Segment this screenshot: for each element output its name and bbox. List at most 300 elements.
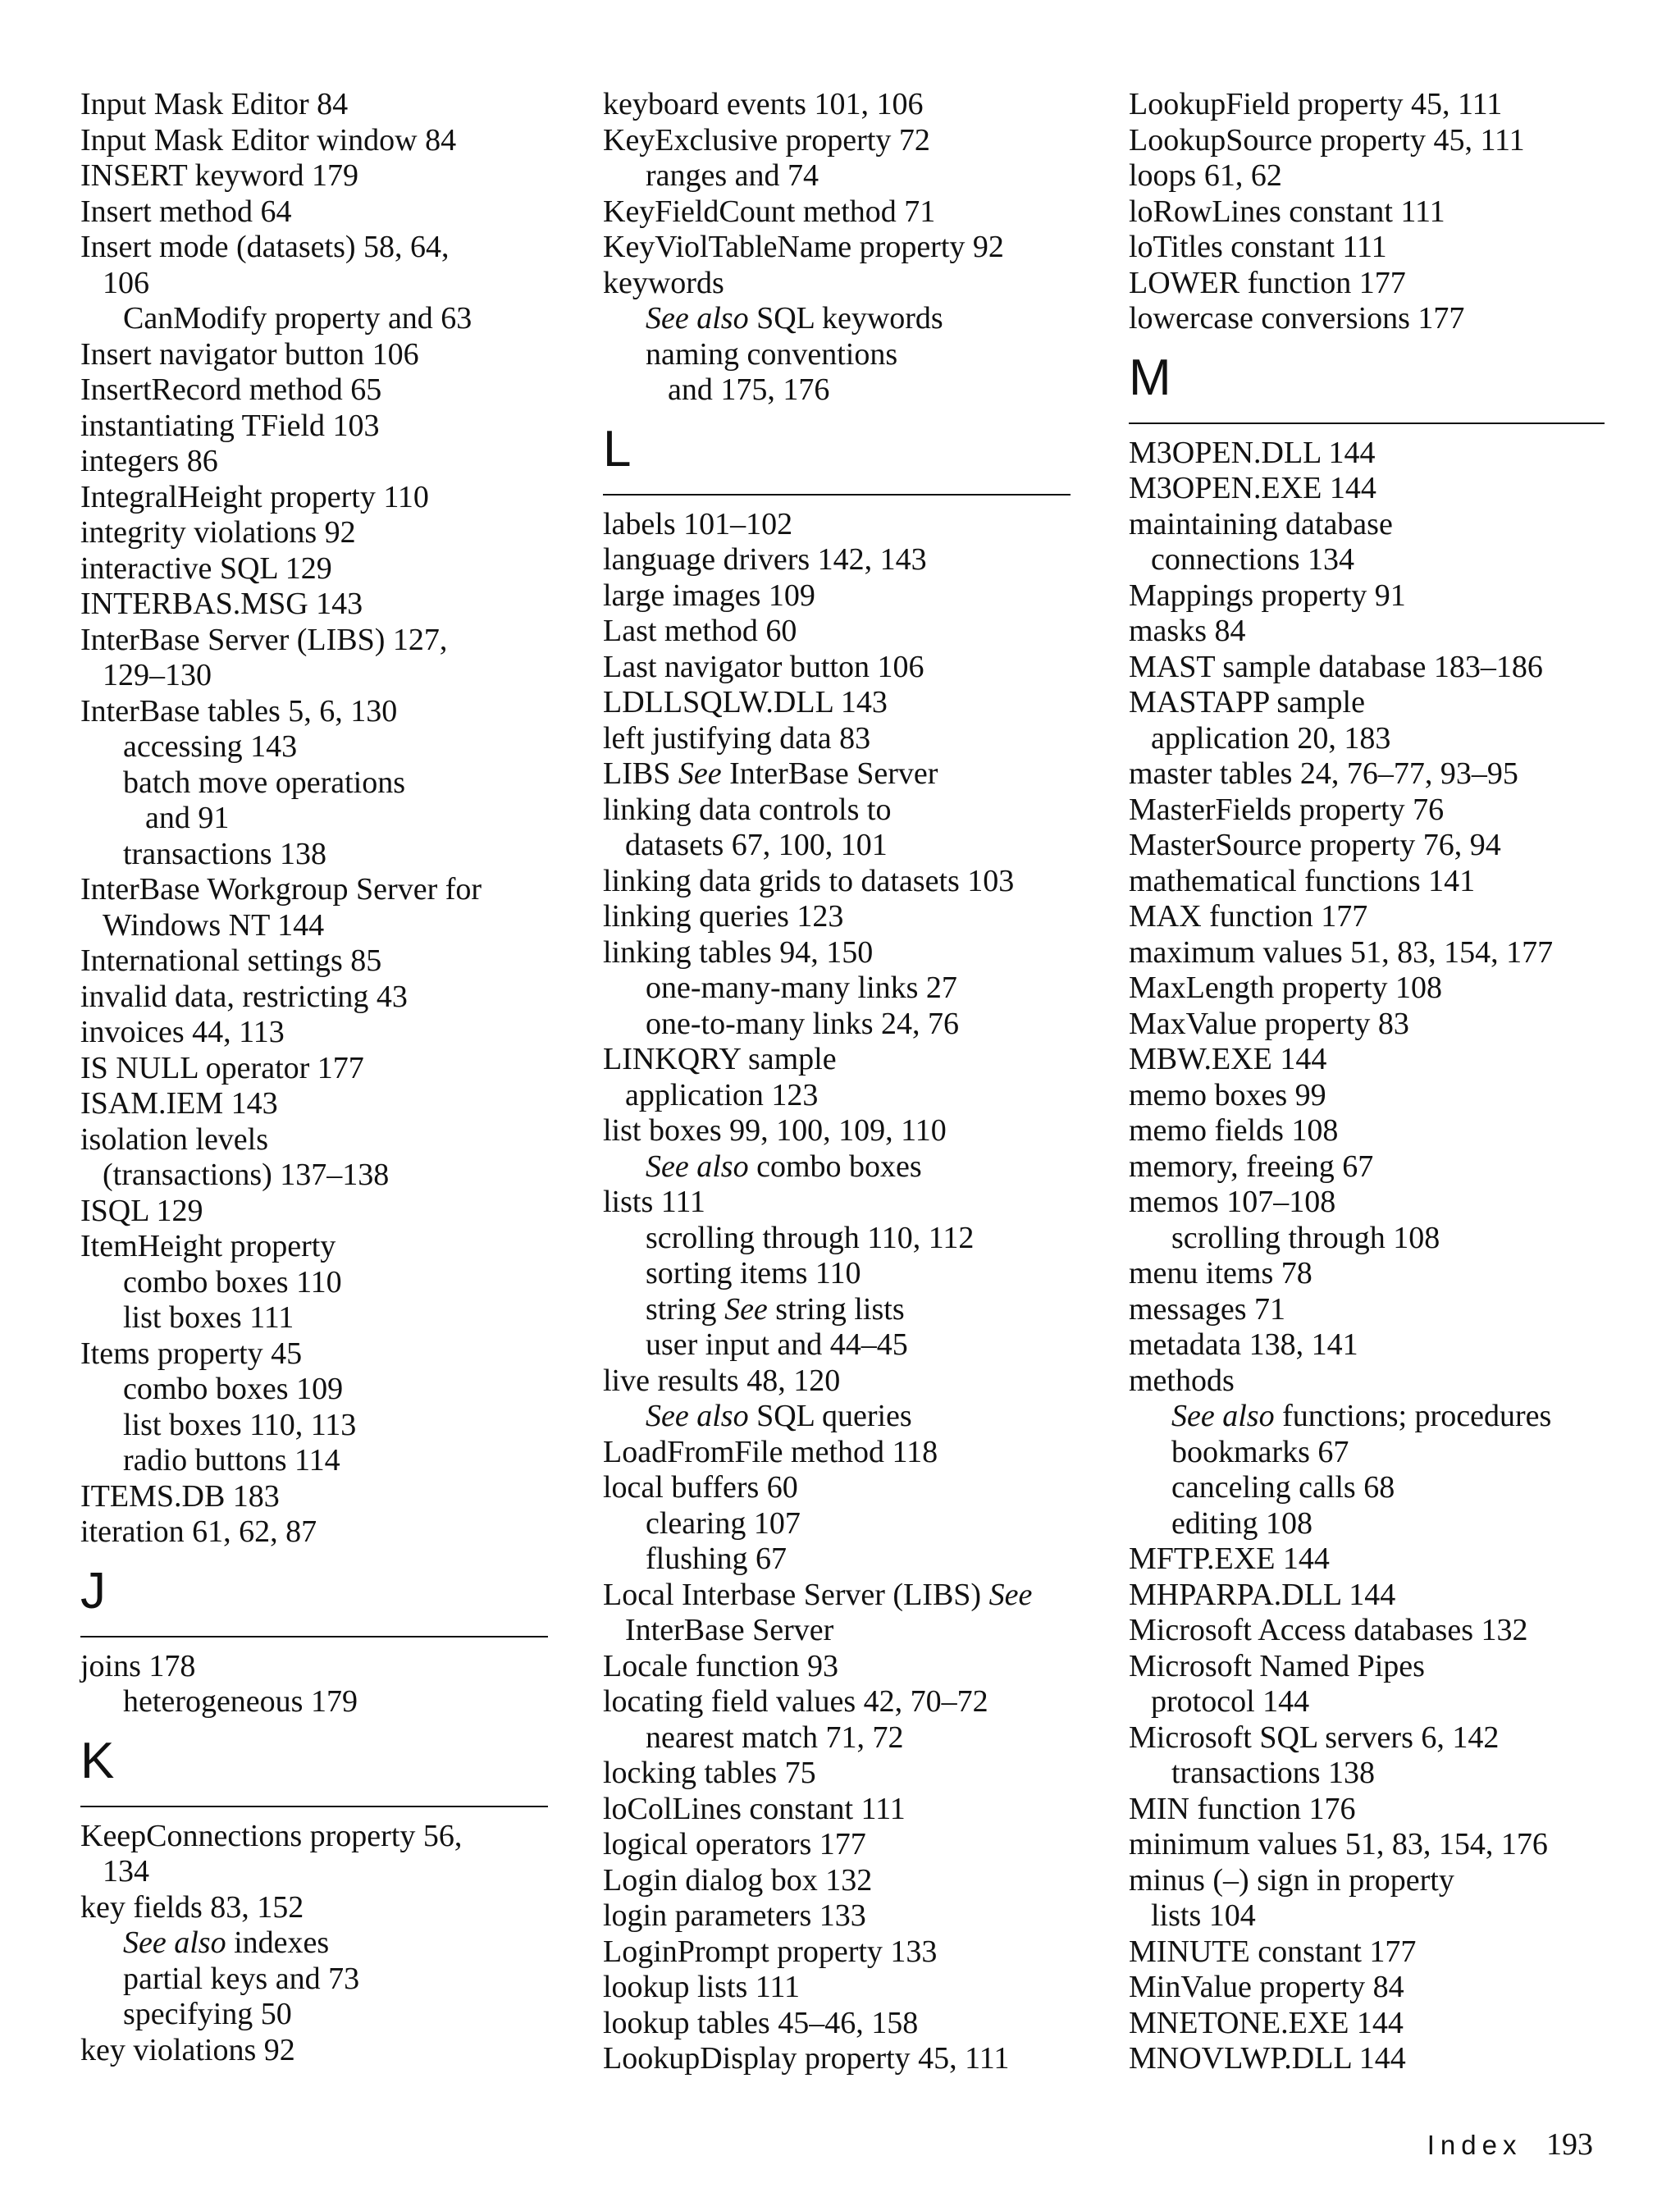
cross-reference-label: See [724,1291,776,1327]
index-entry-continuation [1129,1684,1605,1720]
index-entry [80,87,548,123]
index-entry [603,1363,1071,1400]
index-entry [1129,301,1605,337]
index-entry [603,935,1071,971]
index-entry [1129,123,1605,159]
cross-reference-label: See [678,756,730,791]
entry-text: linking data grids to datasets 103 [603,863,1015,898]
index-entry [1129,1720,1605,1756]
section-letter: L [603,420,632,477]
index-entry [603,685,1071,721]
entry-text: transactions 138 [1171,1756,1376,1790]
index-entry [603,1042,1071,1078]
entry-text: datasets 67, 100, 101 [625,828,888,862]
entry-text: Microsoft Named Pipes [1129,1648,1425,1683]
cross-reference-label: See also [646,301,757,336]
entry-text: nearest match 71, 72 [646,1720,904,1755]
entry-text: list boxes 99, 100, 109, 110 [603,1113,947,1148]
footer-label: Index [1427,2130,1522,2160]
index-entry [80,230,548,266]
index-subentry [603,372,1071,409]
entry-text: MHPARPA.DLL 144 [1129,1577,1396,1612]
index-entry [1129,87,1605,123]
entry-text: scrolling through 110, 112 [646,1220,975,1255]
entry-text: LookupSource property 45, 111 [1129,122,1525,158]
index-entry [80,1819,548,1855]
index-entry [80,158,548,194]
entry-text: InterBase tables 5, 6, 130 [80,693,398,729]
entry-text: ISQL 129 [80,1193,203,1228]
entry-text: lowercase conversions 177 [1129,301,1465,336]
index-entry [1129,792,1605,829]
index-entry [603,1970,1071,2006]
entry-text: memo fields 108 [1129,1113,1339,1148]
entry-text: SQL queries [756,1399,912,1433]
entry-text: LoginPrompt property 133 [603,1934,938,1969]
entry-text: integrity violations 92 [80,515,356,550]
entry-text: specifying 50 [123,1997,292,2031]
entry-text: memory, freeing 67 [1129,1149,1374,1184]
index-entry [603,507,1071,543]
index-entry [1129,971,1605,1007]
index-subentry [80,729,548,765]
index-entry [80,194,548,231]
entry-text: loRowLines constant 111 [1129,194,1445,229]
index-entry [603,1470,1071,1506]
entry-text: master tables 24, 76–77, 93–95 [1129,756,1518,791]
entry-text: (transactions) 137–138 [103,1158,390,1192]
entry-text: functions; procedures [1282,1399,1552,1433]
entry-text: linking tables 94, 150 [603,934,874,970]
index-subentry [603,1256,1071,1292]
entry-text: M3OPEN.DLL 144 [1129,435,1376,470]
index-entry [603,1863,1071,1899]
entry-text: partial keys and 73 [123,1961,360,1996]
entry-text: list boxes 110, 113 [123,1407,357,1442]
entry-text: methods [1129,1363,1235,1398]
index-column-2 [603,87,1071,2077]
entry-text: ranges and 74 [646,158,819,193]
index-entry [80,372,548,409]
index-entry [80,444,548,480]
index-entry [603,1185,1071,1221]
entry-text: accessing 143 [123,729,298,764]
index-entry-continuation [80,908,548,944]
entry-text: naming conventions [646,336,898,372]
entry-text: lookup tables 45–46, 158 [603,2005,919,2040]
entry-text: 134 [103,1854,149,1889]
index-subentry [80,1997,548,2033]
index-entry [1129,1185,1605,1221]
entry-text: protocol 144 [1151,1684,1310,1719]
section-header-m [1129,345,1605,424]
entry-text: Items property 45 [80,1336,303,1371]
entry-text: Input Mask Editor window 84 [80,122,457,158]
entry-text: INSERT keyword 179 [80,158,358,193]
entry-text: MASTAPP sample [1129,685,1365,719]
entry-text: Windows NT 144 [103,907,325,943]
index-entry [603,899,1071,935]
index-entry [603,230,1071,266]
index-subentry [80,1925,548,1962]
entry-text: MAX function 177 [1129,899,1368,934]
index-subentry [1129,1399,1605,1435]
index-entry [80,1086,548,1122]
entry-text: minus (–) sign in property [1129,1862,1454,1898]
entry-text: radio buttons 114 [123,1443,340,1478]
index-entry [603,2041,1071,2077]
entry-text: maintaining database [1129,506,1393,541]
index-entry [1129,158,1605,194]
index-subentry [603,301,1071,337]
entry-text: KeyExclusive property 72 [603,122,930,158]
entry-text: large images 109 [603,578,815,613]
index-subentry [603,1720,1071,1756]
entry-text: MBW.EXE 144 [1129,1042,1327,1076]
entry-text: key fields 83, 152 [80,1889,304,1925]
index-entry [1129,1970,1605,2006]
index-entry [603,1934,1071,1971]
entry-text: one-to-many links 24, 76 [646,1006,960,1041]
entry-text: Last method 60 [603,614,797,648]
entry-text: flushing 67 [646,1542,788,1576]
index-entry [80,1649,548,1685]
index-entry [80,480,548,516]
index-entry [80,694,548,730]
index-entry [1129,614,1605,650]
entry-text: combo boxes 110 [123,1264,342,1299]
index-entry [1129,2006,1605,2042]
index-subentry [80,837,548,873]
index-entry [1129,935,1605,971]
entry-text: Locale function 93 [603,1648,839,1683]
entry-text: loops 61, 62 [1129,158,1282,193]
entry-text: MIN function 176 [1129,1791,1356,1826]
entry-text: maximum values 51, 83, 154, 177 [1129,934,1554,970]
entry-text: minimum values 51, 83, 154, 176 [1129,1827,1548,1861]
entry-text: ITEMS.DB 183 [80,1478,280,1514]
entry-text: interactive SQL 129 [80,550,332,586]
cross-reference-label: See also [1171,1399,1283,1433]
index-entry [603,266,1071,302]
index-entry [1129,1149,1605,1185]
entry-text: one-many-many links 27 [646,971,957,1005]
index-subentry [80,1408,548,1444]
entry-text: Input Mask Editor 84 [80,87,349,121]
index-entry [1129,1827,1605,1863]
index-entry-continuation [80,1854,548,1890]
index-entry [80,1122,548,1158]
index-entry [603,578,1071,614]
index-entry [1129,1007,1605,1043]
index-entry-continuation [1129,1898,1605,1934]
entry-text: LookupDisplay property 45, 111 [603,2041,1010,2076]
entry-text: MNOVLWP.DLL 144 [1129,2041,1406,2076]
entry-text: Insert mode (datasets) 58, 64, [80,230,450,264]
entry-text: sorting items 110 [646,1256,861,1290]
entry-text: Login dialog box 132 [603,1862,873,1898]
entry-text: iteration 61, 62, 87 [80,1514,317,1549]
index-entry [1129,899,1605,935]
entry-text: MaxLength property 108 [1129,971,1443,1005]
entry-text: editing 108 [1171,1505,1313,1541]
index-entry [80,1890,548,1926]
index-entry [80,1051,548,1087]
entry-text: isolation levels [80,1121,269,1157]
index-entry [1129,1078,1605,1114]
index-subentry [603,1007,1071,1043]
index-column-1 [80,87,548,2068]
entry-term: Local Interbase Server (LIBS) [603,1577,989,1612]
entry-text: InterBase Workgroup Server for [80,872,482,907]
index-entry [1129,864,1605,900]
entry-text: INTERBAS.MSG 143 [80,587,363,621]
entry-text: MINUTE constant 177 [1129,1934,1417,1969]
index-entry [1129,1256,1605,1292]
entry-text: InterBase Server [729,756,938,791]
index-entry [80,943,548,980]
entry-text: KeepConnections property 56, [80,1818,463,1853]
index-entry [80,872,548,908]
section-letter: J [80,1562,106,1619]
index-entry [1129,1292,1605,1328]
section-header-k [80,1729,548,1807]
entry-text: LookupField property 45, 111 [1129,87,1503,121]
index-subentry [603,1149,1071,1185]
entry-text: mathematical functions 141 [1129,863,1476,898]
entry-text: labels 101–102 [603,506,793,541]
index-subentry [80,301,548,337]
index-entry [603,542,1071,578]
entry-text: language drivers 142, 143 [603,542,927,577]
index-entry [1129,266,1605,302]
entry-text: metadata 138, 141 [1129,1327,1358,1362]
entry-text: invoices 44, 113 [80,1015,285,1049]
index-entry [1129,1113,1605,1149]
entry-text: keywords [603,265,724,300]
entry-text: and 175, 176 [668,372,830,407]
entry-text: local buffers 60 [603,1470,798,1505]
entry-text: heterogeneous 179 [123,1684,358,1719]
index-entry [603,1684,1071,1720]
index-subentry [80,1962,548,1998]
index-subentry [80,1443,548,1479]
entry-text: masks 84 [1129,614,1246,648]
entry-text: CanModify property and 63 [123,301,472,336]
index-entry [80,515,548,551]
index-entry [603,1435,1071,1471]
index-subentry [1129,1756,1605,1792]
index-entry [80,337,548,373]
index-entry [80,1336,548,1373]
index-entry [603,1113,1071,1149]
index-entry [603,1649,1071,1685]
index-subentry [80,765,548,802]
index-entry [603,756,1071,792]
index-entry [603,123,1071,159]
index-entry [1129,471,1605,507]
entry-text: left justifying data 83 [603,720,871,756]
entry-text: LoadFromFile method 118 [603,1434,938,1469]
index-entry [80,551,548,587]
index-subentry [603,971,1071,1007]
entry-text: loTitles constant 111 [1129,230,1387,264]
entry-text: user input and 44–45 [646,1327,908,1362]
index-entry [603,2006,1071,2042]
index-entry [1129,1649,1605,1685]
index-entry [603,1756,1071,1792]
entry-text: memos 107–108 [1129,1185,1336,1219]
entry-text: MasterFields property 76 [1129,792,1445,827]
entry-text: Mappings property 91 [1129,578,1406,613]
index-entry [1129,1934,1605,1971]
entry-text: messages 71 [1129,1291,1286,1327]
index-subentry [80,1684,548,1720]
index-entry [603,1827,1071,1863]
entry-text: SQL keywords [756,301,943,336]
index-entry [1129,194,1605,231]
index-entry [1129,650,1605,686]
entry-text: MinValue property 84 [1129,1970,1404,2004]
entry-text: MAST sample database 183–186 [1129,649,1543,684]
index-entry [80,1229,548,1265]
index-entry [80,409,548,445]
entry-text: keyboard events 101, 106 [603,87,924,121]
entry-text: combo boxes 109 [123,1372,344,1406]
index-subentry [603,1292,1071,1328]
index-entry [603,650,1071,686]
entry-text: login parameters 133 [603,1898,866,1933]
entry-text: and 91 [145,801,230,835]
entry-text: string lists [775,1291,905,1327]
page-number: 193 [1546,2127,1593,2162]
index-entry [603,614,1071,650]
index-entry [1129,1613,1605,1649]
index-entry [1129,507,1605,543]
index-entry [80,1015,548,1051]
index-entry [80,2033,548,2069]
index-entry-continuation [1129,542,1605,578]
index-entry [80,1479,548,1515]
index-entry-continuation [1129,721,1605,757]
entry-text: KeyFieldCount method 71 [603,194,936,229]
index-entry [603,792,1071,829]
index-entry [1129,230,1605,266]
entry-text: integers 86 [80,444,218,478]
entry-term: LIBS [603,756,678,791]
index-entry [80,1194,548,1230]
index-entry [1129,1327,1605,1363]
index-entry [603,1792,1071,1828]
section-header-j [80,1559,548,1637]
index-subentry [603,158,1071,194]
index-subentry [80,1300,548,1336]
entry-text: 106 [103,265,149,300]
entry-text: indexes [234,1925,330,1960]
index-entry-continuation [80,658,548,694]
index-entry [603,864,1071,900]
entry-text: list boxes 111 [123,1300,294,1335]
entry-text: InsertRecord method 65 [80,372,382,407]
index-entry [1129,578,1605,614]
index-entry [80,623,548,659]
index-entry-continuation [603,828,1071,864]
entry-text: Insert navigator button 106 [80,336,419,372]
index-entry [603,87,1071,123]
entry-text: International settings 85 [80,943,382,978]
entry-text: Insert method 64 [80,194,292,229]
entry-text: lookup lists 111 [603,1970,800,2004]
entry-text: ISAM.IEM 143 [80,1086,278,1121]
entry-text: application 123 [625,1077,819,1112]
cross-reference-label: See also [123,1925,235,1960]
entry-text: IS NULL operator 177 [80,1050,364,1085]
index-entry [1129,756,1605,792]
entry-text: joins 178 [80,1648,196,1683]
index-subentry [1129,1506,1605,1542]
index-entry-continuation [80,1158,548,1194]
index-entry [603,1578,1071,1614]
index-subentry [80,1372,548,1408]
entry-text: lists 104 [1151,1898,1256,1933]
entry-text: Microsoft Access databases 132 [1129,1613,1528,1647]
entry-text: MaxValue property 83 [1129,1006,1409,1041]
entry-text: linking queries 123 [603,899,844,934]
entry-text: InterBase Server [625,1613,834,1647]
entry-text: key violations 92 [80,2032,295,2067]
entry-text: linking data controls to [603,792,892,827]
index-subentry [603,1542,1071,1578]
entry-text: Microsoft SQL servers 6, 142 [1129,1720,1500,1755]
entry-text: 129–130 [103,658,212,692]
entry-text: connections 134 [1151,542,1355,577]
entry-text: locating field values 42, 70–72 [603,1684,988,1719]
entry-text: LOWER function 177 [1129,265,1406,300]
entry-text: MFTP.EXE 144 [1129,1542,1330,1576]
index-entry-continuation [80,266,548,302]
index-entry [1129,1863,1605,1899]
index-entry [1129,685,1605,721]
entry-text: ItemHeight property [80,1229,336,1263]
entry-text: clearing 107 [646,1505,801,1541]
index-entry [80,980,548,1016]
entry-text: menu items 78 [1129,1256,1312,1290]
index-entry-continuation [603,1078,1071,1114]
entry-term: string [646,1291,725,1327]
index-entry [1129,1542,1605,1578]
entry-text: Last navigator button 106 [603,649,924,684]
cross-reference-label: See also [646,1399,757,1433]
index-entry [80,123,548,159]
index-entry [603,194,1071,231]
entry-text: instantiating TField 103 [80,408,380,443]
entry-text: MasterSource property 76, 94 [1129,828,1501,862]
index-column-3 [1129,87,1605,2077]
index-subentry [80,801,548,837]
index-subentry [80,1265,548,1301]
entry-text: bookmarks 67 [1171,1434,1349,1469]
entry-text: M3OPEN.EXE 144 [1129,471,1376,505]
index-entry [1129,2041,1605,2077]
index-subentry [603,1399,1071,1435]
entry-text: KeyViolTableName property 92 [603,230,1004,264]
entry-text: live results 48, 120 [603,1363,841,1398]
index-entry [1129,1363,1605,1400]
entry-text: MNETONE.EXE 144 [1129,2005,1404,2040]
index-subentry [603,1221,1071,1257]
entry-text: combo boxes [756,1149,922,1184]
index-subentry [603,1506,1071,1542]
